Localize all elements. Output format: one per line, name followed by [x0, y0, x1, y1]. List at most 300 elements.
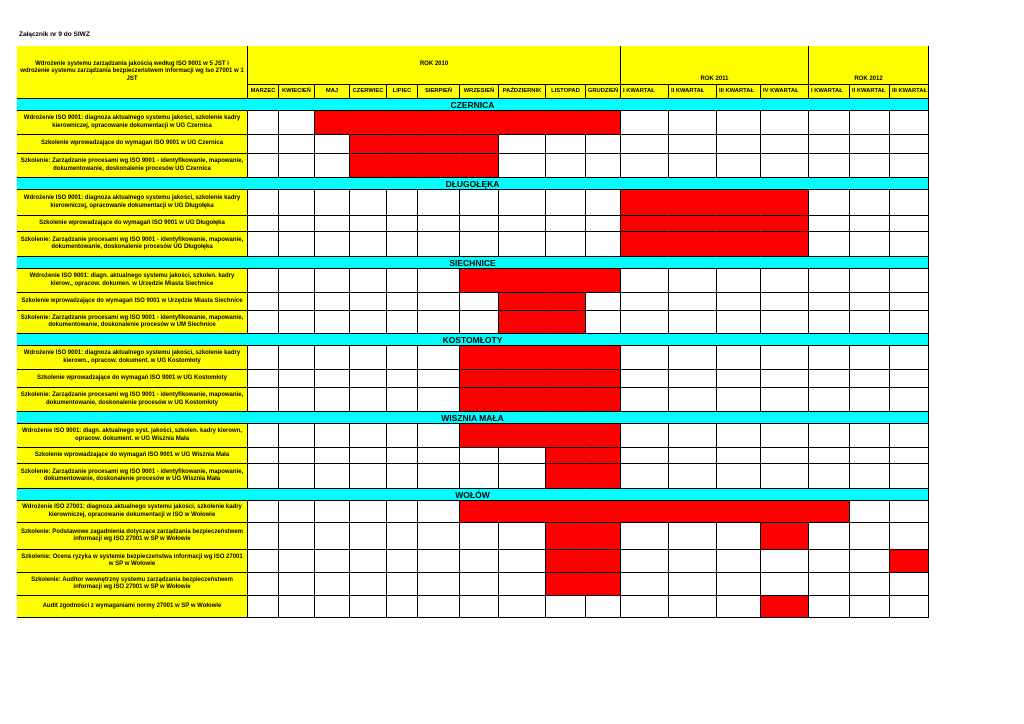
schedule-cell: [350, 190, 387, 216]
schedule-cell: [890, 370, 929, 388]
schedule-cell: [809, 293, 850, 311]
schedule-cell: [621, 269, 669, 293]
schedule-cell: [669, 388, 717, 412]
schedule-cell: [279, 269, 315, 293]
schedule-cell: [248, 370, 279, 388]
schedule-cell: [761, 293, 809, 311]
schedule-cell: [279, 232, 315, 257]
schedule-cell: [717, 573, 761, 596]
task-label: Szkolenie wprowadzające do wymagań ISO 9001 w UG Czernica: [17, 135, 248, 154]
schedule-cell-active: [717, 232, 761, 257]
schedule-cell: [315, 232, 350, 257]
schedule-cell: [761, 111, 809, 135]
schedule-cell: [460, 464, 499, 489]
schedule-cell: [809, 216, 850, 232]
schedule-cell: [621, 596, 669, 618]
schedule-cell: [499, 154, 546, 178]
schedule-cell: [717, 464, 761, 489]
schedule-cell-active: [418, 135, 460, 154]
schedule-cell: [761, 550, 809, 573]
schedule-cell: [350, 232, 387, 257]
column-header: III KWARTAŁ: [890, 85, 929, 99]
schedule-cell-active: [717, 216, 761, 232]
schedule-cell: [850, 311, 890, 334]
schedule-cell: [717, 596, 761, 618]
schedule-cell: [761, 424, 809, 448]
task-label: Wdrożenie ISO 9001: diagnoza aktualnego systemu jakości, szkolenie kadry kierowniczej, opracowanie dokumentacji w UG Długołęka: [17, 190, 248, 216]
schedule-cell: [890, 190, 929, 216]
schedule-cell: [546, 190, 586, 216]
schedule-cell: [499, 216, 546, 232]
schedule-cell: [499, 550, 546, 573]
schedule-cell-active: [418, 154, 460, 178]
schedule-cell: [761, 370, 809, 388]
schedule-cell: [761, 448, 809, 464]
schedule-cell: [717, 370, 761, 388]
schedule-cell: [279, 216, 315, 232]
schedule-table: [17, 46, 929, 613]
schedule-cell: [621, 464, 669, 489]
schedule-cell-active: [460, 111, 499, 135]
schedule-cell-active: [669, 232, 717, 257]
schedule-cell: [248, 111, 279, 135]
schedule-cell: [621, 550, 669, 573]
schedule-cell: [279, 464, 315, 489]
schedule-cell: [809, 311, 850, 334]
schedule-cell-active: [669, 501, 717, 523]
schedule-cell: [279, 448, 315, 464]
schedule-cell-active: [546, 111, 586, 135]
schedule-cell-active: [669, 190, 717, 216]
schedule-cell: [717, 111, 761, 135]
schedule-cell: [279, 190, 315, 216]
schedule-cell: [621, 135, 669, 154]
schedule-cell: [809, 596, 850, 618]
schedule-cell-active: [546, 464, 586, 489]
schedule-cell: [315, 311, 350, 334]
schedule-cell: [248, 232, 279, 257]
schedule-cell: [315, 573, 350, 596]
schedule-cell: [315, 550, 350, 573]
schedule-cell-active: [546, 293, 586, 311]
column-header: I KWARTAŁ: [809, 85, 850, 99]
schedule-cell: [809, 154, 850, 178]
schedule-cell: [387, 269, 418, 293]
schedule-cell: [850, 135, 890, 154]
schedule-cell-active: [890, 550, 929, 573]
document-caption: Załącznik nr 9 do SIWZ: [19, 31, 90, 38]
schedule-cell: [890, 311, 929, 334]
schedule-cell: [850, 232, 890, 257]
schedule-cell: [669, 370, 717, 388]
schedule-cell: [809, 388, 850, 412]
schedule-cell-active: [586, 388, 621, 412]
schedule-cell: [350, 596, 387, 618]
schedule-cell: [586, 154, 621, 178]
schedule-cell: [460, 596, 499, 618]
schedule-cell: [621, 154, 669, 178]
schedule-cell: [809, 448, 850, 464]
schedule-cell: [621, 573, 669, 596]
task-label: Szkolenie wprowadzające do wymagań ISO 9001 w Urzędzie Miasta Siechnice: [17, 293, 248, 311]
schedule-cell: [850, 190, 890, 216]
schedule-cell: [315, 154, 350, 178]
schedule-cell-active: [499, 388, 546, 412]
schedule-cell: [717, 311, 761, 334]
schedule-cell: [809, 370, 850, 388]
schedule-cell: [350, 448, 387, 464]
schedule-cell: [890, 269, 929, 293]
schedule-cell: [546, 216, 586, 232]
schedule-cell: [248, 596, 279, 618]
schedule-cell: [499, 573, 546, 596]
schedule-cell: [621, 523, 669, 550]
schedule-cell: [387, 550, 418, 573]
schedule-cell-active: [586, 464, 621, 489]
schedule-cell-active: [586, 573, 621, 596]
schedule-cell: [717, 424, 761, 448]
schedule-cell: [248, 346, 279, 370]
schedule-cell: [315, 190, 350, 216]
schedule-cell: [350, 523, 387, 550]
schedule-cell-active: [499, 111, 546, 135]
schedule-cell: [809, 424, 850, 448]
schedule-cell-active: [586, 501, 621, 523]
schedule-cell: [279, 596, 315, 618]
schedule-cell: [850, 293, 890, 311]
schedule-cell-active: [761, 232, 809, 257]
schedule-cell: [387, 501, 418, 523]
schedule-cell: [248, 573, 279, 596]
schedule-cell-active: [761, 523, 809, 550]
schedule-cell-active: [350, 154, 387, 178]
schedule-cell: [279, 573, 315, 596]
task-label: Szkolenie: Ocena ryzyka w systemie bezpieczeństwa informacji wg ISO 27001 w SP w Wołowie: [17, 550, 248, 573]
schedule-cell-active: [546, 573, 586, 596]
schedule-cell: [890, 154, 929, 178]
schedule-cell: [248, 216, 279, 232]
schedule-cell: [850, 523, 890, 550]
schedule-cell: [387, 216, 418, 232]
task-label: Szkolenie wprowadzające do wymagań ISO 9001 w UG Kostomłoty: [17, 370, 248, 388]
schedule-cell: [418, 216, 460, 232]
schedule-cell: [890, 573, 929, 596]
column-header: GRUDZIEŃ: [586, 85, 621, 99]
schedule-cell: [499, 232, 546, 257]
column-header: III KWARTAŁ: [717, 85, 761, 99]
schedule-cell: [460, 232, 499, 257]
schedule-cell: [460, 216, 499, 232]
schedule-cell: [890, 448, 929, 464]
schedule-cell: [850, 550, 890, 573]
section-header: KOSTOMŁOTY: [17, 334, 929, 346]
schedule-cell: [890, 388, 929, 412]
task-label: Szkolenie: Zarządzanie procesami wg ISO 9001 - identyfikowanie, mapowanie, dokumentowanie, doskonalenie procesów UG Czernica: [17, 154, 248, 178]
section-header: WOŁÓW: [17, 489, 929, 501]
schedule-cell-active: [387, 135, 418, 154]
schedule-cell-active: [460, 135, 499, 154]
schedule-cell: [418, 464, 460, 489]
schedule-cell: [418, 190, 460, 216]
schedule-cell: [350, 269, 387, 293]
schedule-cell: [418, 232, 460, 257]
schedule-cell: [890, 346, 929, 370]
schedule-cell-active: [546, 269, 586, 293]
schedule-cell: [279, 550, 315, 573]
schedule-cell-active: [621, 232, 669, 257]
schedule-cell: [315, 135, 350, 154]
schedule-cell: [460, 293, 499, 311]
schedule-cell: [315, 269, 350, 293]
schedule-cell: [350, 424, 387, 448]
schedule-cell: [387, 346, 418, 370]
schedule-cell: [279, 523, 315, 550]
schedule-cell: [315, 464, 350, 489]
schedule-cell: [669, 424, 717, 448]
schedule-cell: [279, 424, 315, 448]
schedule-cell: [717, 448, 761, 464]
schedule-cell: [248, 135, 279, 154]
task-label: Szkolenie: Zarządzanie procesami wg ISO 9001 - identyfikowanie, mapowanie, dokumentowanie, doskonalenie procesów w UM Siechnice: [17, 311, 248, 334]
schedule-cell-active: [546, 448, 586, 464]
schedule-cell: [315, 501, 350, 523]
task-label: Szkolenie: Podstawowe zagadnienia dotyczące zarządzania bezpieczeństwem informacji wg ISO 27001 w SP w Wołowie: [17, 523, 248, 550]
schedule-cell: [350, 464, 387, 489]
schedule-cell: [279, 501, 315, 523]
schedule-cell-active: [460, 370, 499, 388]
schedule-cell-active: [499, 370, 546, 388]
schedule-cell: [717, 388, 761, 412]
schedule-cell: [809, 346, 850, 370]
schedule-cell-active: [546, 523, 586, 550]
schedule-cell: [248, 501, 279, 523]
schedule-cell: [499, 190, 546, 216]
schedule-cell: [809, 464, 850, 489]
schedule-cell: [621, 424, 669, 448]
schedule-cell-active: [387, 111, 418, 135]
schedule-cell: [717, 550, 761, 573]
schedule-cell: [669, 293, 717, 311]
schedule-cell: [717, 135, 761, 154]
schedule-cell: [621, 346, 669, 370]
schedule-cell-active: [460, 346, 499, 370]
column-header: IV KWARTAŁ: [761, 85, 809, 99]
task-label: Szkolenie: Zarządzanie procesami wg ISO 9001 - identyfikowanie, mapowanie, dokumentowanie, doskonalenie procesów UG Długołęka: [17, 232, 248, 257]
schedule-cell: [460, 311, 499, 334]
schedule-cell-active: [546, 346, 586, 370]
schedule-cell: [279, 111, 315, 135]
schedule-cell: [850, 573, 890, 596]
schedule-cell: [761, 269, 809, 293]
schedule-cell: [279, 154, 315, 178]
schedule-cell: [761, 154, 809, 178]
schedule-cell: [850, 216, 890, 232]
schedule-cell: [546, 596, 586, 618]
schedule-cell: [586, 293, 621, 311]
schedule-cell-active: [717, 190, 761, 216]
schedule-cell-active: [761, 501, 809, 523]
schedule-cell: [387, 232, 418, 257]
schedule-cell: [717, 346, 761, 370]
schedule-cell: [669, 346, 717, 370]
schedule-cell: [499, 448, 546, 464]
task-label: Wdrożenie ISO 9001: diagn. aktualnego systemu jakości, szkolen. kadry kierow., opracow. dokumen. w Urzędzie Miasta Siechnice: [17, 269, 248, 293]
schedule-cell: [460, 573, 499, 596]
column-header: MAJ: [315, 85, 350, 99]
schedule-cell-active: [546, 501, 586, 523]
schedule-cell: [890, 523, 929, 550]
schedule-cell: [418, 596, 460, 618]
schedule-cell: [387, 293, 418, 311]
schedule-cell-active: [717, 501, 761, 523]
schedule-cell: [586, 311, 621, 334]
task-label: Wdrożenie ISO 9001: diagnoza aktualnego systemu jakości, szkolenie kadry kierown., opracow. dokument. w UG Kostomłoty: [17, 346, 248, 370]
schedule-cell: [621, 311, 669, 334]
schedule-cell: [717, 269, 761, 293]
schedule-cell: [315, 370, 350, 388]
schedule-cell: [387, 311, 418, 334]
column-header: SIERPIEŃ: [418, 85, 460, 99]
schedule-cell: [669, 154, 717, 178]
column-header: II KWARTAŁ: [850, 85, 890, 99]
schedule-cell: [315, 523, 350, 550]
schedule-cell: [248, 464, 279, 489]
schedule-cell: [350, 501, 387, 523]
schedule-cell: [809, 232, 850, 257]
schedule-cell: [809, 573, 850, 596]
column-header: WRZESIEŃ: [460, 85, 499, 99]
schedule-cell: [890, 216, 929, 232]
schedule-cell: [669, 573, 717, 596]
schedule-cell: [761, 388, 809, 412]
schedule-cell-active: [761, 216, 809, 232]
schedule-cell: [248, 154, 279, 178]
section-header: SIECHNICE: [17, 257, 929, 269]
schedule-cell: [809, 523, 850, 550]
schedule-cell-active: [669, 216, 717, 232]
year-2012-header: ROK 2012: [809, 46, 929, 85]
task-label: Szkolenie wprowadzające do wymagań ISO 9001 w UG Długołęka: [17, 216, 248, 232]
schedule-cell-active: [586, 346, 621, 370]
schedule-cell: [350, 293, 387, 311]
column-header: MARZEC: [248, 85, 279, 99]
schedule-cell-active: [621, 190, 669, 216]
schedule-cell: [621, 448, 669, 464]
schedule-cell: [850, 346, 890, 370]
schedule-cell-active: [387, 154, 418, 178]
schedule-cell: [717, 293, 761, 311]
section-header: CZERNICA: [17, 99, 929, 111]
schedule-cell: [315, 346, 350, 370]
year-2010-header: ROK 2010: [248, 46, 621, 85]
task-label: Wdrożenie ISO 9001: diagnoza aktualnego systemu jakości, szkolenie kadry kierowniczej, opracowanie dokumentacji w UG Czernica: [17, 111, 248, 135]
schedule-cell-active: [546, 370, 586, 388]
schedule-cell: [761, 135, 809, 154]
schedule-cell-active: [761, 190, 809, 216]
schedule-cell: [418, 550, 460, 573]
schedule-cell: [850, 388, 890, 412]
schedule-cell: [809, 269, 850, 293]
schedule-cell: [546, 135, 586, 154]
schedule-cell: [669, 523, 717, 550]
schedule-cell: [460, 523, 499, 550]
schedule-cell: [669, 596, 717, 618]
schedule-cell: [890, 596, 929, 618]
schedule-cell: [850, 448, 890, 464]
schedule-cell: [761, 573, 809, 596]
schedule-cell: [418, 424, 460, 448]
section-header: DŁUGOŁĘKA: [17, 178, 929, 190]
schedule-cell: [350, 388, 387, 412]
schedule-cell: [669, 550, 717, 573]
schedule-cell: [350, 573, 387, 596]
schedule-cell: [387, 424, 418, 448]
schedule-cell-active: [499, 293, 546, 311]
schedule-cell: [850, 464, 890, 489]
schedule-cell: [248, 424, 279, 448]
schedule-cell: [418, 501, 460, 523]
column-header: II KWARTAŁ: [669, 85, 717, 99]
schedule-cell: [418, 269, 460, 293]
schedule-cell: [890, 464, 929, 489]
schedule-cell-active: [350, 135, 387, 154]
schedule-cell: [499, 464, 546, 489]
task-label: Wdrożenie ISO 9001: diagn. aktualnego syst. jakości, szkolen. kadry kierown, opracow. dokument. w UG Wisznia Mała: [17, 424, 248, 448]
schedule-cell: [890, 232, 929, 257]
schedule-cell: [890, 424, 929, 448]
schedule-cell: [586, 216, 621, 232]
schedule-cell: [350, 370, 387, 388]
schedule-cell: [850, 111, 890, 135]
schedule-cell: [809, 550, 850, 573]
schedule-cell: [279, 135, 315, 154]
schedule-cell: [387, 596, 418, 618]
schedule-cell-active: [460, 388, 499, 412]
schedule-cell: [387, 464, 418, 489]
schedule-cell: [499, 135, 546, 154]
schedule-cell-active: [809, 501, 850, 523]
schedule-cell-active: [586, 269, 621, 293]
schedule-cell: [850, 154, 890, 178]
schedule-cell: [850, 269, 890, 293]
schedule-cell: [669, 311, 717, 334]
schedule-cell: [248, 550, 279, 573]
schedule-cell: [669, 135, 717, 154]
schedule-cell: [279, 388, 315, 412]
task-label: Audit zgodności z wymaganiami normy 27001 w SP w Wołowie: [17, 596, 248, 618]
schedule-cell: [350, 311, 387, 334]
schedule-cell-active: [418, 111, 460, 135]
schedule-cell: [387, 448, 418, 464]
schedule-cell: [418, 573, 460, 596]
schedule-cell: [586, 232, 621, 257]
schedule-cell: [460, 550, 499, 573]
schedule-cell: [761, 311, 809, 334]
task-label: Szkolenie: Auditor wewnętrzny systemu zarządzania bezpieczeństwem informacji wg ISO 27001 w SP w Wołowie: [17, 573, 248, 596]
task-label: Szkolenie: Zarządzanie procesami wg ISO 9001 - identyfikowanie, mapowanie, dokumentowanie, doskonalenie procesów w UG Kostomłoty: [17, 388, 248, 412]
schedule-cell-active: [586, 550, 621, 573]
schedule-cell: [460, 190, 499, 216]
schedule-cell: [890, 501, 929, 523]
schedule-cell: [460, 448, 499, 464]
schedule-cell: [669, 464, 717, 489]
schedule-cell-active: [586, 424, 621, 448]
schedule-cell: [418, 448, 460, 464]
schedule-cell-active: [546, 424, 586, 448]
schedule-cell-active: [499, 311, 546, 334]
schedule-cell-active: [460, 269, 499, 293]
schedule-cell: [418, 370, 460, 388]
